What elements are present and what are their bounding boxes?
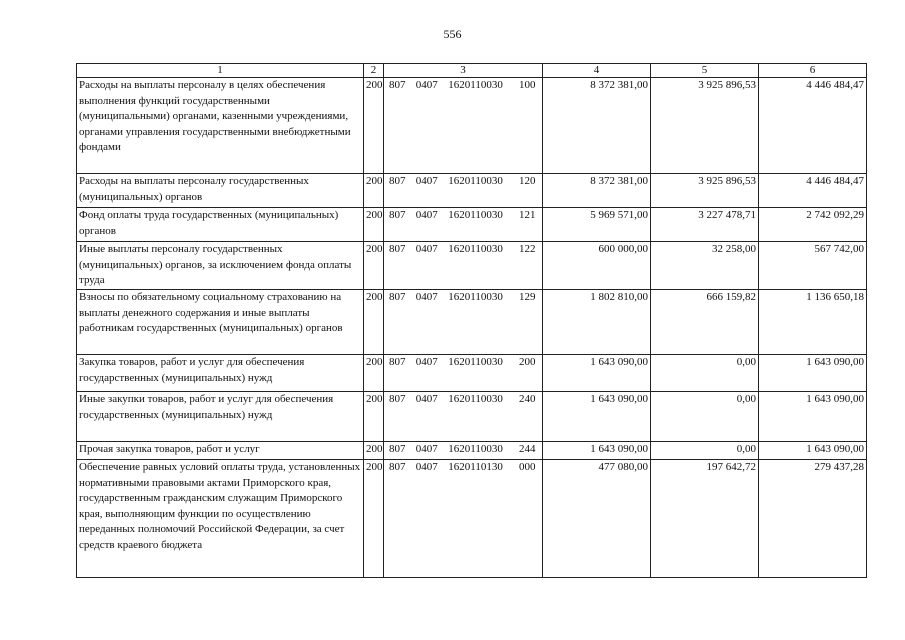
- column-header-5: 5: [651, 64, 759, 78]
- unexecuted-amount: 1 643 090,00: [759, 442, 867, 460]
- expense-type-code: 200: [518, 356, 536, 368]
- classification-code: [384, 460, 543, 578]
- ministry-code: 807: [389, 461, 406, 473]
- admin-code: 200: [364, 460, 384, 578]
- executed-amount: 3 227 478,71: [651, 208, 759, 242]
- section-code: 0407: [415, 243, 438, 255]
- column-header-2: 2: [364, 64, 384, 78]
- ministry-code: 807: [389, 291, 406, 303]
- classification-code: [384, 174, 543, 208]
- classification-code: [384, 442, 543, 460]
- classification-code: [384, 208, 543, 242]
- ministry-code: 807: [389, 356, 406, 368]
- table-row: [77, 392, 867, 442]
- table-row: [77, 208, 867, 242]
- approved-amount: 5 969 571,00: [543, 208, 651, 242]
- classification-code: [384, 78, 543, 174]
- ministry-code: 807: [389, 393, 406, 405]
- admin-code: 200: [364, 442, 384, 460]
- expense-name: Расходы на выплаты персоналу в целях обеспечения выполнения функций государственными (муниципальными) органами, казенными учреждениями, органами управления государственными внебюджетными фондами: [77, 78, 364, 174]
- unexecuted-amount: 567 742,00: [759, 242, 867, 290]
- expense-name: Обеспечение равных условий оплаты труда, установленных нормативными правовыми актами Приморского края, государственным гражданским служащим Приморского края, выполняющим функции по осуществлению переданных полномочий Российской Федерации, за счет средств краевого бюджета: [77, 460, 364, 578]
- section-code: 0407: [415, 291, 438, 303]
- expense-type-code: 121: [518, 209, 536, 221]
- table-row: [77, 174, 867, 208]
- executed-amount: 3 925 896,53: [651, 174, 759, 208]
- unexecuted-amount: 4 446 484,47: [759, 78, 867, 174]
- section-code: 0407: [415, 393, 438, 405]
- expense-type-code: 244: [518, 443, 536, 455]
- column-header-1: 1: [77, 64, 364, 78]
- classification-code: [384, 392, 543, 442]
- section-code: 0407: [415, 461, 438, 473]
- expense-type-code: 120: [518, 175, 536, 187]
- target-article-code: 1620110030: [448, 291, 503, 303]
- classification-code: [384, 242, 543, 290]
- ministry-code: 807: [389, 443, 406, 455]
- table-row: [77, 460, 867, 578]
- classification-code: [384, 290, 543, 355]
- ministry-code: 807: [389, 209, 406, 221]
- section-code: 0407: [415, 443, 438, 455]
- expense-name: Иные выплаты персоналу государственных (муниципальных) органов, за исключением фонда оплаты труда: [77, 242, 364, 290]
- ministry-code: 807: [389, 79, 406, 91]
- executed-amount: 666 159,82: [651, 290, 759, 355]
- executed-amount: 32 258,00: [651, 242, 759, 290]
- approved-amount: 1 802 810,00: [543, 290, 651, 355]
- approved-amount: 8 372 381,00: [543, 78, 651, 174]
- expense-name: Прочая закупка товаров, работ и услуг: [77, 442, 364, 460]
- executed-amount: 3 925 896,53: [651, 78, 759, 174]
- table-row: [77, 290, 867, 355]
- column-header-6: 6: [759, 64, 867, 78]
- admin-code: 200: [364, 208, 384, 242]
- executed-amount: 0,00: [651, 355, 759, 392]
- target-article-code: 1620110030: [448, 79, 503, 91]
- expense-type-code: 240: [518, 393, 536, 405]
- ministry-code: 807: [389, 175, 406, 187]
- section-code: 0407: [415, 356, 438, 368]
- section-code: 0407: [415, 209, 438, 221]
- expense-type-code: 122: [518, 243, 536, 255]
- unexecuted-amount: 1 136 650,18: [759, 290, 867, 355]
- executed-amount: 0,00: [651, 442, 759, 460]
- unexecuted-amount: 4 446 484,47: [759, 174, 867, 208]
- page-number: 556: [443, 27, 462, 41]
- classification-code: [384, 355, 543, 392]
- column-header-4: 4: [543, 64, 651, 78]
- target-article-code: 1620110030: [448, 209, 503, 221]
- target-article-code: 1620110030: [448, 175, 503, 187]
- expense-name: Расходы на выплаты персоналу государственных (муниципальных) органов: [77, 174, 364, 208]
- approved-amount: 600 000,00: [543, 242, 651, 290]
- executed-amount: 197 642,72: [651, 460, 759, 578]
- approved-amount: 1 643 090,00: [543, 355, 651, 392]
- section-code: 0407: [415, 175, 438, 187]
- expense-name: Иные закупки товаров, работ и услуг для обеспечения государственных (муниципальных) нужд: [77, 392, 364, 442]
- unexecuted-amount: 1 643 090,00: [759, 392, 867, 442]
- target-article-code: 1620110030: [448, 393, 503, 405]
- expense-name: Закупка товаров, работ и услуг для обеспечения государственных (муниципальных) нужд: [77, 355, 364, 392]
- expense-type-code: 129: [518, 291, 536, 303]
- unexecuted-amount: 279 437,28: [759, 460, 867, 578]
- column-header-3: 3: [384, 64, 543, 78]
- admin-code: 200: [364, 174, 384, 208]
- approved-amount: 477 080,00: [543, 460, 651, 578]
- target-article-code: 1620110130: [448, 461, 503, 473]
- budget-table: [76, 63, 867, 578]
- admin-code: 200: [364, 290, 384, 355]
- expense-name: Взносы по обязательному социальному страхованию на выплаты денежного содержания и иные выплаты работникам государственных (муниципальных) органов: [77, 290, 364, 355]
- executed-amount: 0,00: [651, 392, 759, 442]
- approved-amount: 8 372 381,00: [543, 174, 651, 208]
- admin-code: 200: [364, 392, 384, 442]
- expense-type-code: 000: [518, 461, 536, 473]
- table-row: [77, 355, 867, 392]
- target-article-code: 1620110030: [448, 443, 503, 455]
- table-row: [77, 242, 867, 290]
- unexecuted-amount: 2 742 092,29: [759, 208, 867, 242]
- expense-type-code: 100: [518, 79, 536, 91]
- target-article-code: 1620110030: [448, 356, 503, 368]
- admin-code: 200: [364, 78, 384, 174]
- approved-amount: 1 643 090,00: [543, 392, 651, 442]
- unexecuted-amount: 1 643 090,00: [759, 355, 867, 392]
- section-code: 0407: [415, 79, 438, 91]
- target-article-code: 1620110030: [448, 243, 503, 255]
- table-row: [77, 78, 867, 174]
- approved-amount: 1 643 090,00: [543, 442, 651, 460]
- admin-code: 200: [364, 355, 384, 392]
- ministry-code: 807: [389, 243, 406, 255]
- table-row: [77, 442, 867, 460]
- admin-code: 200: [364, 242, 384, 290]
- table-header-row: [77, 64, 867, 78]
- expense-name: Фонд оплаты труда государственных (муниципальных) органов: [77, 208, 364, 242]
